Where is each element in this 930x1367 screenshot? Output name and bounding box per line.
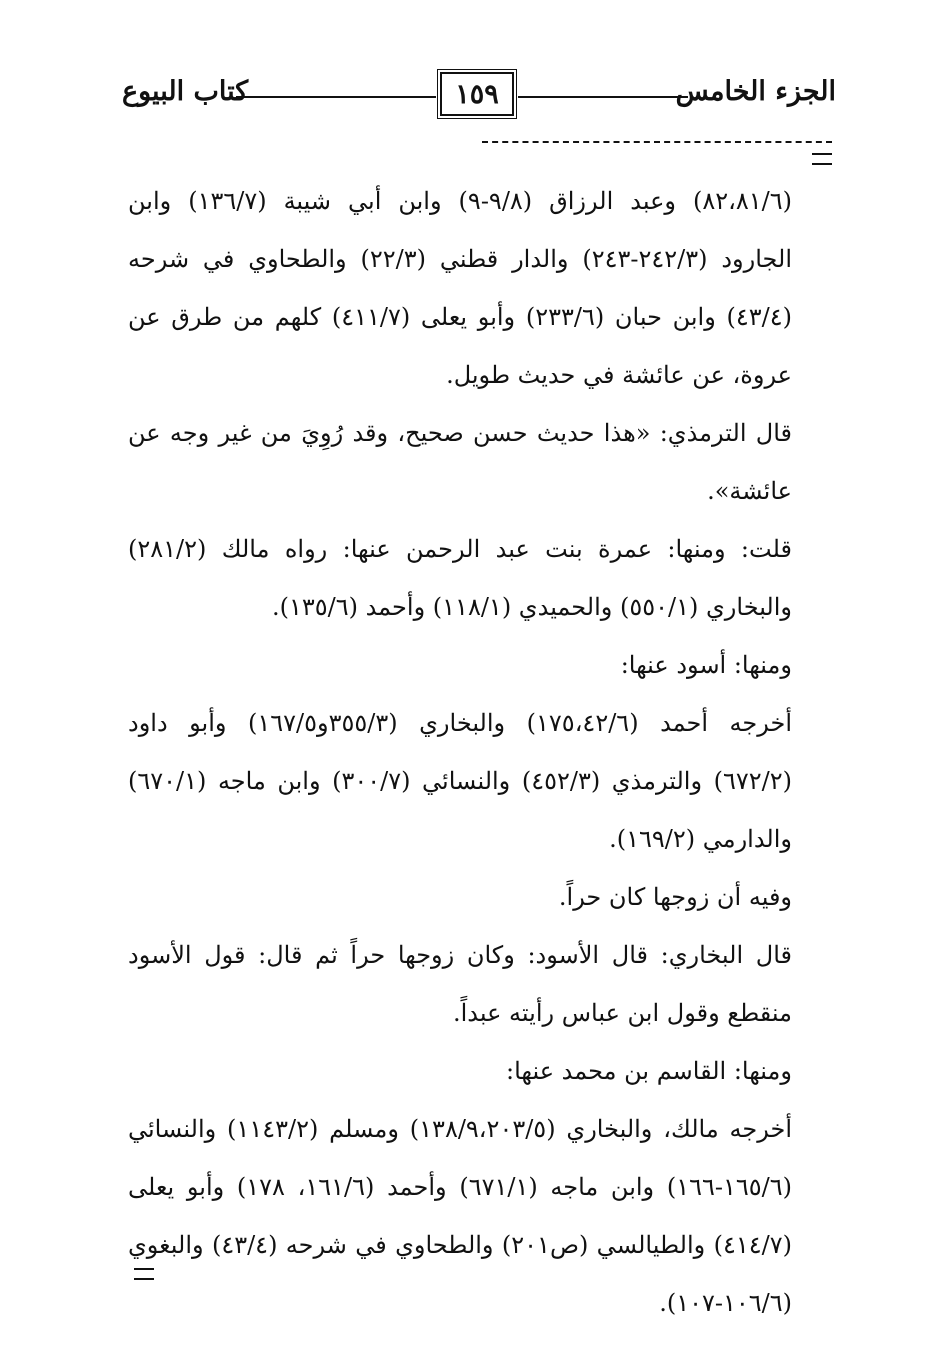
paragraph: ومنها: أسود عنها: xyxy=(620,651,792,679)
paragraph: قال الترمذي: «هذا حديث حسن صحيح، وقد رُوِيَ من غير وجه عن عائشة». xyxy=(128,419,792,505)
page-header xyxy=(118,72,836,122)
page-number: ١٥٩ xyxy=(455,78,499,110)
header-rule xyxy=(236,96,436,98)
paragraph: (٨٢،٨١/٦) وعبد الرزاق (٩/٨-٩) وابن أبي شيبة (١٣٦/٧) وابن الجارود (٢٤٢/٣-٢٤٣) والدار قطني (٢٢/٣) والطحاوي في شرحه (٤٣/٤) وابن حبان (٢٣٣/٦) وأبو يعلى (٤١١/٧) كلهم من طرق عن عروة، عن عائشة في حديث طويل. xyxy=(128,187,793,389)
header-rule xyxy=(518,96,688,98)
header-dashed-rule xyxy=(482,141,832,143)
page-body xyxy=(128,172,792,1332)
paragraph: ومنها: القاسم بن محمد عنها: xyxy=(506,1057,792,1085)
page-number-box xyxy=(440,72,514,116)
part-title: الجزء الخامس xyxy=(675,76,836,107)
paragraph: قال البخاري: قال الأسود: وكان زوجها حراً ثم قال: قول الأسود منقطع وقول ابن عباس رأيته عبداً. xyxy=(128,941,792,1027)
paragraph: أخرجه أحمد (١٧٥،٤٢/٦) والبخاري (٣٥٥/٣و١٦٧/٥) وأبو داود (٦٧٢/٢) والترمذي (٤٥٢/٣) والنسائي (٣٠٠/٧) وابن ماجه (٦٧٠/١) والدارمي (١٦٩/٢). xyxy=(128,709,793,853)
end-separator-mark xyxy=(134,1268,154,1280)
paragraph: أخرجه مالك، والبخاري (١٣٨/٩،٢٠٣/٥) ومسلم (١١٤٣/٢) والنسائي (١٦٥/٦-١٦٦) وابن ماجه (٦٧١/١) وأحمد (١٦١/٦، ١٧٨) وأبو يعلى (٤١٤/٧) والطيالسي (ص٢٠١) والطحاوي في شرحه (٤٣/٤) والبغوي (١٠٦/٦-١٠٧). xyxy=(128,1115,792,1317)
paragraph: قلت: ومنها: عمرة بنت عبد الرحمن عنها: رواه مالك (٢٨١/٢) والبخاري (٥٥٠/١) والحميدي (١١٨/١) وأحمد (١٣٥/٦). xyxy=(128,535,792,621)
book-title: كتاب البيوع xyxy=(122,76,249,107)
paragraph: وفيه أن زوجها كان حراً. xyxy=(558,883,792,911)
separator-mark xyxy=(812,153,832,165)
